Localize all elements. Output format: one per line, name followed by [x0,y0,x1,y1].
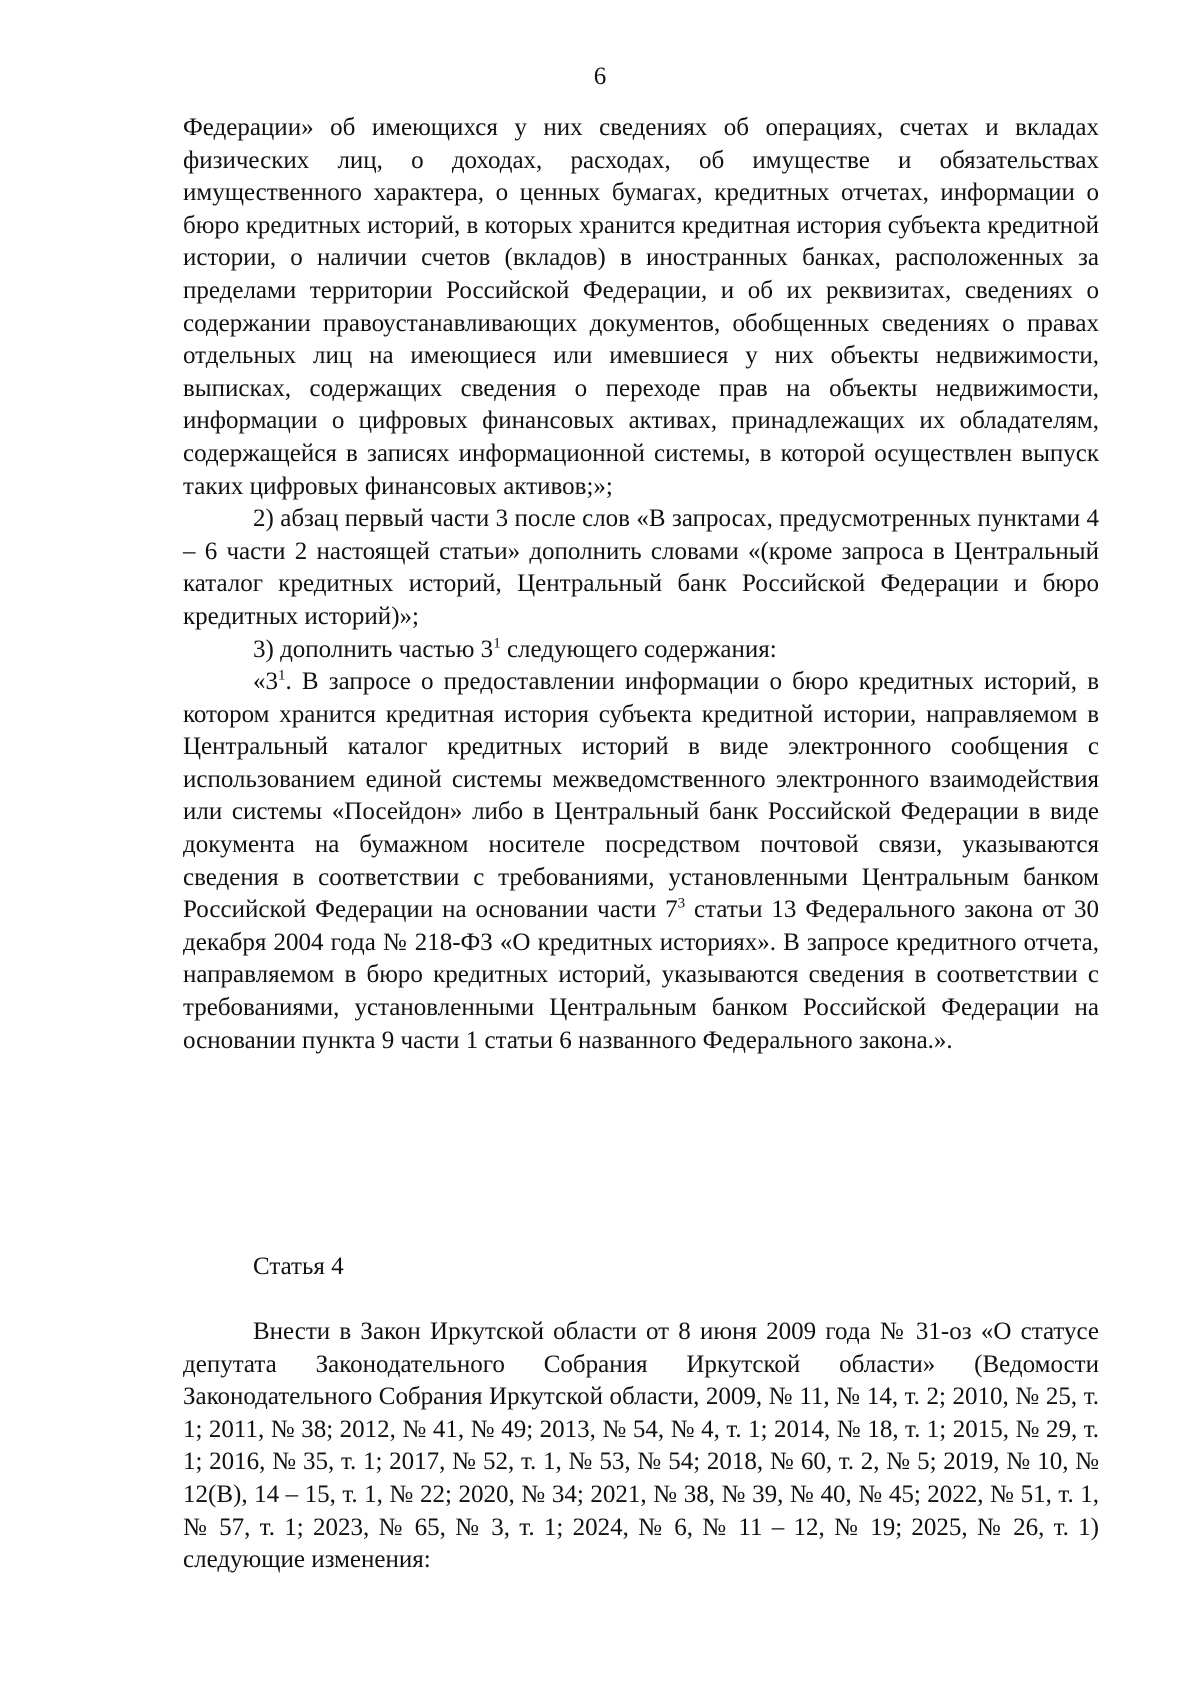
page-number: 6 [593,63,607,90]
article-heading: Статья 4 [253,1253,344,1280]
quote-text-2: статьи 13 Федерального закона от 30 декабря 2004 года № 218-ФЗ «О кредитных историях». В запросе кредитного отчета, направляемом в бюро кредитных историй, указываются сведения в соответствии с требованиями, установленными Центральным банком Российской Федерации на основании пункта 9 части 1 статьи 6 названного Федерального закона.». [183,896,1099,1054]
paragraph-item-3 [183,634,1099,667]
item-3-text: 3) дополнить частью 3 [253,635,494,663]
item-3-text-end: следующего содержания: [500,635,777,663]
paragraph-quote-part-3-1 [183,666,1099,1057]
main-text-block [183,112,1099,1057]
quote-open: «3 [253,668,278,696]
paragraph-item-2: 2) абзац первый части 3 после слов «В запросах, предусмотренных пунктами 4 – 6 части 2 настоящей статьи» дополнить словами «(кроме запроса в Центральный каталог кредитных историй, Центральный банк Российской Федерации и бюро кредитных историй)»; [183,505,1099,630]
item-3-superscript: 1 [493,635,501,652]
quote-text-1: . В запросе о предоставлении информации о бюро кредитных историй, в котором хранится кредитная история субъекта кредитной истории, направляемом в Центральный каталог кредитных историй в виде электронного сообщения с использованием единой системы межведомственного электронного взаимодействия или системы «Посейдон» либо в Центральный банк Российской Федерации в виде документа на бумажном носителе посредством почтовой связи, указываются сведения в соответствии с требованиями, установленными Центральным банком Российской Федерации на основании части 7 [183,668,1099,924]
article-4-text-block [183,1316,1099,1577]
quote-superscript-2: 3 [677,895,686,912]
quote-superscript-1: 1 [278,667,286,684]
paragraph-article-4: Внести в Закон Иркутской области от 8 июня 2009 года № 31-оз «О статусе депутата Законодательного Собрания Иркутской области» (Ведомости Законодательного Собрания Иркутской области, 2009, № 11, № 14, т. 2; 2010, № 25, т. 1; 2011, № 38; 2012, № 41, № 49; 2013, № 54, № 4, т. 1; 2014, № 18, т. 1; 2015, № 29, т. 1; 2016, № 35, т. 1; 2017, № 52, т. 1, № 53, № 54; 2018, № 60, т. 2, № 5; 2019, № 10, № 12(В), 14 – 15, т. 1, № 22; 2020, № 34; 2021, № 38, № 39, № 40, № 45; 2022, № 51, т. 1, № 57, т. 1; 2023, № 65, № 3, т. 1; 2024, № 6, № 11 – 12, № 19; 2025, № 26, т. 1) следующие изменения: [183,1318,1099,1574]
paragraph-continuation: Федерации» об имеющихся у них сведениях об операциях, счетах и вкладах физических лиц, о доходах, расходах, об имуществе и обязательствах имущественного характера, о ценных бумагах, кредитных отчетах, информации о бюро кредитных историй, в которых хранится кредитная история субъекта кредитной истории, о наличии счетов (вкладов) в иностранных банках, расположенных за пределами территории Российской Федерации, и об их реквизитах, сведениях о содержании правоустанавливающих документов, обобщенных сведениях о правах отдельных лиц на имеющиеся или имевшиеся у них объекты недвижимости, выписках, содержащих сведения о переходе прав на объекты недвижимости, информации о цифровых финансовых активах, принадлежащих их обладателям, содержащейся в записях информационной системы, в которой осуществлен выпуск таких цифровых финансовых активов;»; [183,114,1099,500]
